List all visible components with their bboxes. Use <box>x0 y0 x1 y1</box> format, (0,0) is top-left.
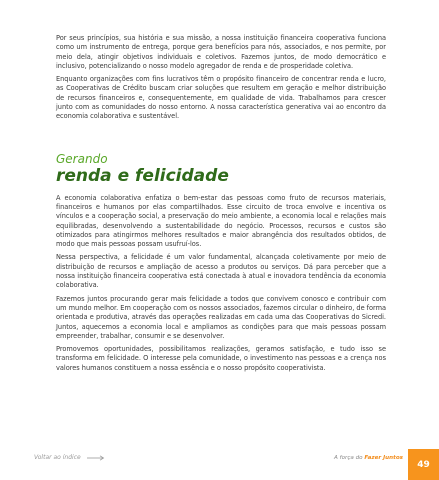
back-to-index-label: Voltar ao índice <box>34 454 81 461</box>
section-heading <box>56 152 386 186</box>
section-paragraph-2: Nessa perspectiva, a felicidade é um valor fundamental, alcançada coletivamente por meio de distribuição de recursos e ampliação de acesso a produtos ou serviços. Dá para perceber que a nossa instituição financeira cooperativa está conectada à atual e inovadora tendência da economia colaborativa. <box>56 253 386 290</box>
back-to-index-link[interactable] <box>34 454 105 461</box>
brand-emphasis: Fazer Juntos <box>364 455 403 461</box>
section-paragraph-1: A economia colaborativa enfatiza o bem-estar das pessoas como fruto de recursos materiais, financeiros e humanos por elas compartilhados. Esse circuito de troca envolve e incentiva os vínculos e a cooperação social, a preservação do meio ambiente, a economia local e relações mais equilibradas, desenvolvendo a sustentabilidade do negócio. Processos, recursos e custos são otimizados para atingirmos melhores resultados e maior abrangência dos resultados obtidos, de modo que mais pessoas possam usufruí-los. <box>56 193 386 249</box>
section-paragraph-4: Promovemos oportunidades, possibilitamos realizações, geramos satisfação, e tudo isso se transforma em felicidade. O interesse pela comunidade, o investimento nas pessoas e a crença nos valores humanos constituem a nossa essência e o nosso propósito cooperativista. <box>56 345 386 372</box>
brand-prefix: A força do <box>334 455 363 461</box>
intro-paragraph-1: Por seus princípios, sua história e sua missão, a nossa instituição financeira cooperativa funciona como um instrumento de entrega, porque gera benefícios para nós, associados, e nos permite, por meio dela, atingir objetivos individuais e coletivos. Fazemos juntos, de modo democrático e inclusivo, potencializando o nosso modelo agregador de renda e de prosperidade coletiva. <box>56 34 386 70</box>
page-content <box>56 34 386 377</box>
page-number-badge <box>408 449 439 480</box>
brand-tagline <box>334 455 403 461</box>
arrow-right-icon <box>87 455 105 461</box>
section-kicker: Gerando <box>56 151 108 166</box>
intro-paragraph-2: Enquanto organizações com fins lucrativos têm o propósito financeiro de concentrar renda e lucro, as Cooperativas de Crédito buscam criar soluções que resultem em geração e melhor distribuição de recursos financeiros e, consequentemente, em qualidade de vida. Trabalhamos para crescer junto com as comunidades do nosso entorno. A nossa característica generativa vai ao encontro da economia colaborativa e sustentável. <box>56 75 386 121</box>
page-footer <box>0 440 439 480</box>
section-paragraph-3: Fazemos juntos procurando gerar mais felicidade a todos que convivem conosco e contribuir com um mundo melhor. Em cooperação com os nossos associados, fazemos circular o dinheiro, de forma orientada e produtiva, através das operações realizadas em cada uma das Cooperativas do Sicredi. Juntos, aquecemos a economia local e ampliamos as condições para que mais pessoas possam empreender, trabalhar, consumir e se desenvolver. <box>56 294 386 340</box>
page-number: 49 <box>417 459 430 470</box>
section-title: renda e felicidade <box>56 165 229 186</box>
